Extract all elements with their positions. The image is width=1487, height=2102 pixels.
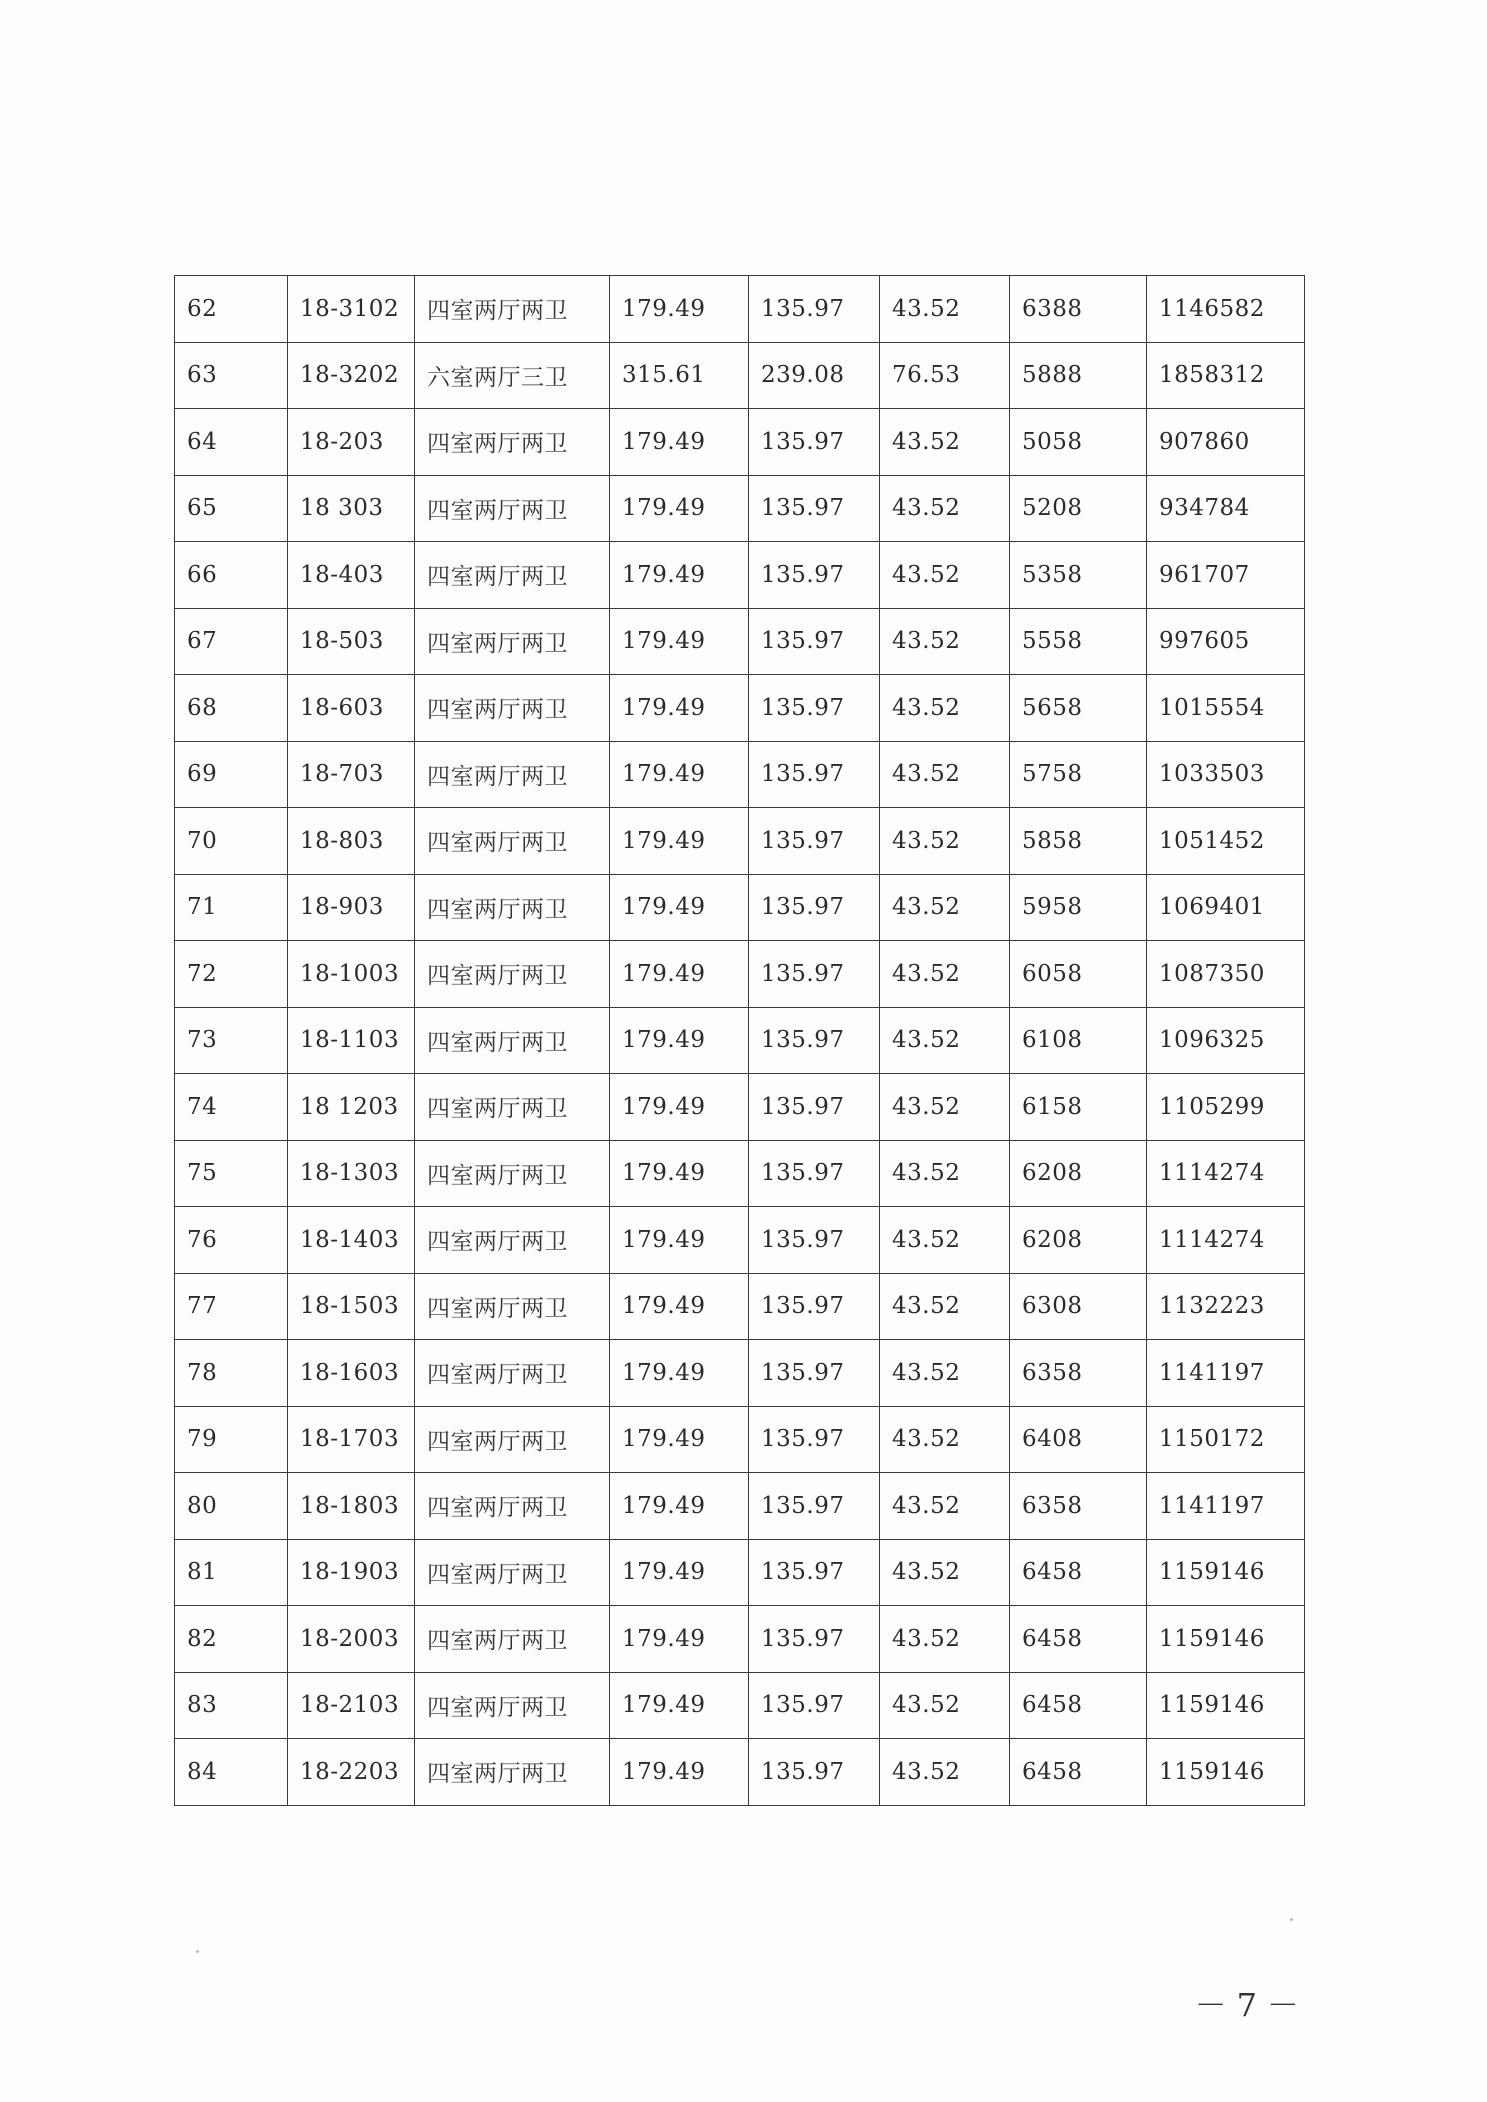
unit-number-cell: 18-803 xyxy=(288,808,415,875)
shared-area-cell: 43.52 xyxy=(880,1273,1010,1340)
unit-price-cell: 6208 xyxy=(1010,1207,1147,1274)
total-area-cell: 179.49 xyxy=(610,1739,749,1806)
table-row xyxy=(175,1140,1305,1207)
total-price-cell: 1114274 xyxy=(1147,1140,1305,1207)
unit-number-cell: 18-1303 xyxy=(288,1140,415,1207)
row-number-cell: 72 xyxy=(175,941,288,1008)
total-price-cell: 997605 xyxy=(1147,608,1305,675)
total-price-cell: 1150172 xyxy=(1147,1406,1305,1473)
housing-price-table xyxy=(174,275,1305,1806)
unit-layout-cell: 四室两厅两卫 xyxy=(415,1340,610,1407)
unit-number-cell: 18 303 xyxy=(288,475,415,542)
table-row xyxy=(175,1007,1305,1074)
unit-number-cell: 18-1703 xyxy=(288,1406,415,1473)
inner-area-cell: 135.97 xyxy=(749,409,880,476)
inner-area-cell: 135.97 xyxy=(749,1140,880,1207)
inner-area-cell: 135.97 xyxy=(749,1739,880,1806)
total-area-cell: 179.49 xyxy=(610,675,749,742)
unit-price-cell: 5758 xyxy=(1010,741,1147,808)
total-price-cell: 1087350 xyxy=(1147,941,1305,1008)
table-row xyxy=(175,475,1305,542)
total-price-cell: 1114274 xyxy=(1147,1207,1305,1274)
row-number-cell: 81 xyxy=(175,1539,288,1606)
unit-number-cell: 18-203 xyxy=(288,409,415,476)
inner-area-cell: 135.97 xyxy=(749,542,880,609)
unit-layout-cell: 四室两厅两卫 xyxy=(415,808,610,875)
table-row xyxy=(175,409,1305,476)
unit-number-cell: 18-1903 xyxy=(288,1539,415,1606)
unit-layout-cell: 四室两厅两卫 xyxy=(415,542,610,609)
total-area-cell: 179.49 xyxy=(610,1473,749,1540)
unit-layout-cell: 四室两厅两卫 xyxy=(415,741,610,808)
total-area-cell: 179.49 xyxy=(610,608,749,675)
shared-area-cell: 76.53 xyxy=(880,342,1010,409)
shared-area-cell: 43.52 xyxy=(880,741,1010,808)
page-number: －7－ xyxy=(1194,1986,1309,2024)
inner-area-cell: 135.97 xyxy=(749,276,880,343)
unit-price-cell: 6458 xyxy=(1010,1672,1147,1739)
inner-area-cell: 135.97 xyxy=(749,1606,880,1673)
table-row xyxy=(175,342,1305,409)
shared-area-cell: 43.52 xyxy=(880,874,1010,941)
table-row xyxy=(175,1672,1305,1739)
shared-area-cell: 43.52 xyxy=(880,1140,1010,1207)
total-area-cell: 179.49 xyxy=(610,1606,749,1673)
total-area-cell: 179.49 xyxy=(610,475,749,542)
row-number-cell: 62 xyxy=(175,276,288,343)
total-area-cell: 179.49 xyxy=(610,1406,749,1473)
table-row xyxy=(175,1340,1305,1407)
total-area-cell: 179.49 xyxy=(610,1207,749,1274)
unit-number-cell: 18-703 xyxy=(288,741,415,808)
table-row xyxy=(175,1406,1305,1473)
unit-number-cell: 18-3102 xyxy=(288,276,415,343)
table-row xyxy=(175,941,1305,1008)
total-price-cell: 961707 xyxy=(1147,542,1305,609)
shared-area-cell: 43.52 xyxy=(880,941,1010,1008)
table-body xyxy=(175,276,1305,1806)
row-number-cell: 69 xyxy=(175,741,288,808)
table-row xyxy=(175,1606,1305,1673)
total-price-cell: 1033503 xyxy=(1147,741,1305,808)
unit-layout-cell: 四室两厅两卫 xyxy=(415,1140,610,1207)
unit-price-cell: 5858 xyxy=(1010,808,1147,875)
unit-layout-cell: 四室两厅两卫 xyxy=(415,409,610,476)
table-row xyxy=(175,741,1305,808)
unit-layout-cell: 四室两厅两卫 xyxy=(415,608,610,675)
total-area-cell: 179.49 xyxy=(610,808,749,875)
unit-layout-cell: 四室两厅两卫 xyxy=(415,1207,610,1274)
unit-number-cell: 18-903 xyxy=(288,874,415,941)
shared-area-cell: 43.52 xyxy=(880,1606,1010,1673)
unit-layout-cell: 四室两厅两卫 xyxy=(415,874,610,941)
shared-area-cell: 43.52 xyxy=(880,1539,1010,1606)
total-area-cell: 179.49 xyxy=(610,1074,749,1141)
unit-number-cell: 18-3202 xyxy=(288,342,415,409)
table-row xyxy=(175,1273,1305,1340)
unit-price-cell: 6458 xyxy=(1010,1739,1147,1806)
inner-area-cell: 135.97 xyxy=(749,941,880,1008)
table-row xyxy=(175,1739,1305,1806)
unit-number-cell: 18-1803 xyxy=(288,1473,415,1540)
total-area-cell: 179.49 xyxy=(610,409,749,476)
inner-area-cell: 135.97 xyxy=(749,1340,880,1407)
total-price-cell: 934784 xyxy=(1147,475,1305,542)
total-area-cell: 179.49 xyxy=(610,1140,749,1207)
shared-area-cell: 43.52 xyxy=(880,608,1010,675)
inner-area-cell: 135.97 xyxy=(749,1473,880,1540)
row-number-cell: 76 xyxy=(175,1207,288,1274)
unit-layout-cell: 四室两厅两卫 xyxy=(415,675,610,742)
inner-area-cell: 135.97 xyxy=(749,1672,880,1739)
shared-area-cell: 43.52 xyxy=(880,1207,1010,1274)
table-row xyxy=(175,1207,1305,1274)
scan-speck xyxy=(196,1950,199,1953)
shared-area-cell: 43.52 xyxy=(880,1473,1010,1540)
row-number-cell: 79 xyxy=(175,1406,288,1473)
inner-area-cell: 135.97 xyxy=(749,1074,880,1141)
unit-price-cell: 6458 xyxy=(1010,1539,1147,1606)
table-row xyxy=(175,276,1305,343)
total-area-cell: 179.49 xyxy=(610,542,749,609)
shared-area-cell: 43.52 xyxy=(880,1007,1010,1074)
shared-area-cell: 43.52 xyxy=(880,542,1010,609)
total-price-cell: 1141197 xyxy=(1147,1473,1305,1540)
row-number-cell: 75 xyxy=(175,1140,288,1207)
row-number-cell: 68 xyxy=(175,675,288,742)
unit-layout-cell: 四室两厅两卫 xyxy=(415,1074,610,1141)
row-number-cell: 64 xyxy=(175,409,288,476)
inner-area-cell: 135.97 xyxy=(749,874,880,941)
scan-speck xyxy=(1290,1918,1293,1921)
total-price-cell: 1132223 xyxy=(1147,1273,1305,1340)
total-price-cell: 907860 xyxy=(1147,409,1305,476)
total-area-cell: 179.49 xyxy=(610,741,749,808)
shared-area-cell: 43.52 xyxy=(880,276,1010,343)
inner-area-cell: 135.97 xyxy=(749,1273,880,1340)
unit-price-cell: 5558 xyxy=(1010,608,1147,675)
unit-price-cell: 6108 xyxy=(1010,1007,1147,1074)
unit-number-cell: 18-2103 xyxy=(288,1672,415,1739)
row-number-cell: 84 xyxy=(175,1739,288,1806)
shared-area-cell: 43.52 xyxy=(880,808,1010,875)
unit-number-cell: 18-1103 xyxy=(288,1007,415,1074)
total-price-cell: 1105299 xyxy=(1147,1074,1305,1141)
total-price-cell: 1159146 xyxy=(1147,1539,1305,1606)
unit-number-cell: 18-2203 xyxy=(288,1739,415,1806)
unit-number-cell: 18-2003 xyxy=(288,1606,415,1673)
table-row xyxy=(175,874,1305,941)
unit-layout-cell: 四室两厅两卫 xyxy=(415,941,610,1008)
total-area-cell: 179.49 xyxy=(610,1340,749,1407)
total-area-cell: 179.49 xyxy=(610,1007,749,1074)
shared-area-cell: 43.52 xyxy=(880,675,1010,742)
total-price-cell: 1858312 xyxy=(1147,342,1305,409)
inner-area-cell: 239.08 xyxy=(749,342,880,409)
inner-area-cell: 135.97 xyxy=(749,1406,880,1473)
total-price-cell: 1141197 xyxy=(1147,1340,1305,1407)
total-area-cell: 179.49 xyxy=(610,1672,749,1739)
unit-layout-cell: 四室两厅两卫 xyxy=(415,1007,610,1074)
shared-area-cell: 43.52 xyxy=(880,475,1010,542)
total-price-cell: 1015554 xyxy=(1147,675,1305,742)
unit-price-cell: 6158 xyxy=(1010,1074,1147,1141)
unit-layout-cell: 四室两厅两卫 xyxy=(415,276,610,343)
total-area-cell: 179.49 xyxy=(610,276,749,343)
unit-price-cell: 5058 xyxy=(1010,409,1147,476)
row-number-cell: 83 xyxy=(175,1672,288,1739)
table-row xyxy=(175,608,1305,675)
row-number-cell: 67 xyxy=(175,608,288,675)
unit-number-cell: 18-1403 xyxy=(288,1207,415,1274)
unit-number-cell: 18-403 xyxy=(288,542,415,609)
shared-area-cell: 43.52 xyxy=(880,1406,1010,1473)
row-number-cell: 73 xyxy=(175,1007,288,1074)
row-number-cell: 78 xyxy=(175,1340,288,1407)
unit-number-cell: 18-503 xyxy=(288,608,415,675)
row-number-cell: 80 xyxy=(175,1473,288,1540)
unit-layout-cell: 四室两厅两卫 xyxy=(415,1539,610,1606)
inner-area-cell: 135.97 xyxy=(749,1007,880,1074)
row-number-cell: 65 xyxy=(175,475,288,542)
total-price-cell: 1159146 xyxy=(1147,1739,1305,1806)
row-number-cell: 70 xyxy=(175,808,288,875)
total-price-cell: 1159146 xyxy=(1147,1672,1305,1739)
unit-layout-cell: 四室两厅两卫 xyxy=(415,1672,610,1739)
unit-price-cell: 6388 xyxy=(1010,276,1147,343)
unit-price-cell: 5658 xyxy=(1010,675,1147,742)
table-row xyxy=(175,1074,1305,1141)
inner-area-cell: 135.97 xyxy=(749,1539,880,1606)
total-area-cell: 179.49 xyxy=(610,874,749,941)
unit-layout-cell: 四室两厅两卫 xyxy=(415,475,610,542)
row-number-cell: 82 xyxy=(175,1606,288,1673)
table-row xyxy=(175,1539,1305,1606)
unit-number-cell: 18-1503 xyxy=(288,1273,415,1340)
unit-price-cell: 6358 xyxy=(1010,1340,1147,1407)
unit-price-cell: 5358 xyxy=(1010,542,1147,609)
row-number-cell: 66 xyxy=(175,542,288,609)
unit-price-cell: 5888 xyxy=(1010,342,1147,409)
unit-layout-cell: 四室两厅两卫 xyxy=(415,1606,610,1673)
table-row xyxy=(175,808,1305,875)
total-price-cell: 1069401 xyxy=(1147,874,1305,941)
total-area-cell: 179.49 xyxy=(610,1273,749,1340)
total-price-cell: 1146582 xyxy=(1147,276,1305,343)
shared-area-cell: 43.52 xyxy=(880,409,1010,476)
shared-area-cell: 43.52 xyxy=(880,1074,1010,1141)
row-number-cell: 63 xyxy=(175,342,288,409)
unit-price-cell: 6458 xyxy=(1010,1606,1147,1673)
inner-area-cell: 135.97 xyxy=(749,608,880,675)
unit-layout-cell: 四室两厅两卫 xyxy=(415,1739,610,1806)
total-price-cell: 1051452 xyxy=(1147,808,1305,875)
shared-area-cell: 43.52 xyxy=(880,1340,1010,1407)
unit-layout-cell: 四室两厅两卫 xyxy=(415,1406,610,1473)
total-price-cell: 1096325 xyxy=(1147,1007,1305,1074)
unit-price-cell: 5958 xyxy=(1010,874,1147,941)
inner-area-cell: 135.97 xyxy=(749,1207,880,1274)
table-row xyxy=(175,675,1305,742)
total-price-cell: 1159146 xyxy=(1147,1606,1305,1673)
inner-area-cell: 135.97 xyxy=(749,741,880,808)
unit-number-cell: 18-1003 xyxy=(288,941,415,1008)
unit-price-cell: 6358 xyxy=(1010,1473,1147,1540)
total-area-cell: 179.49 xyxy=(610,1539,749,1606)
inner-area-cell: 135.97 xyxy=(749,808,880,875)
unit-price-cell: 6308 xyxy=(1010,1273,1147,1340)
table-row xyxy=(175,1473,1305,1540)
inner-area-cell: 135.97 xyxy=(749,475,880,542)
row-number-cell: 77 xyxy=(175,1273,288,1340)
unit-number-cell: 18-1603 xyxy=(288,1340,415,1407)
table-row xyxy=(175,542,1305,609)
inner-area-cell: 135.97 xyxy=(749,675,880,742)
total-area-cell: 179.49 xyxy=(610,941,749,1008)
unit-price-cell: 6408 xyxy=(1010,1406,1147,1473)
row-number-cell: 71 xyxy=(175,874,288,941)
unit-price-cell: 6058 xyxy=(1010,941,1147,1008)
unit-number-cell: 18 1203 xyxy=(288,1074,415,1141)
unit-layout-cell: 四室两厅两卫 xyxy=(415,1273,610,1340)
unit-number-cell: 18-603 xyxy=(288,675,415,742)
total-area-cell: 315.61 xyxy=(610,342,749,409)
shared-area-cell: 43.52 xyxy=(880,1672,1010,1739)
unit-price-cell: 5208 xyxy=(1010,475,1147,542)
unit-layout-cell: 四室两厅两卫 xyxy=(415,1473,610,1540)
row-number-cell: 74 xyxy=(175,1074,288,1141)
unit-layout-cell: 六室两厅三卫 xyxy=(415,342,610,409)
unit-price-cell: 6208 xyxy=(1010,1140,1147,1207)
shared-area-cell: 43.52 xyxy=(880,1739,1010,1806)
